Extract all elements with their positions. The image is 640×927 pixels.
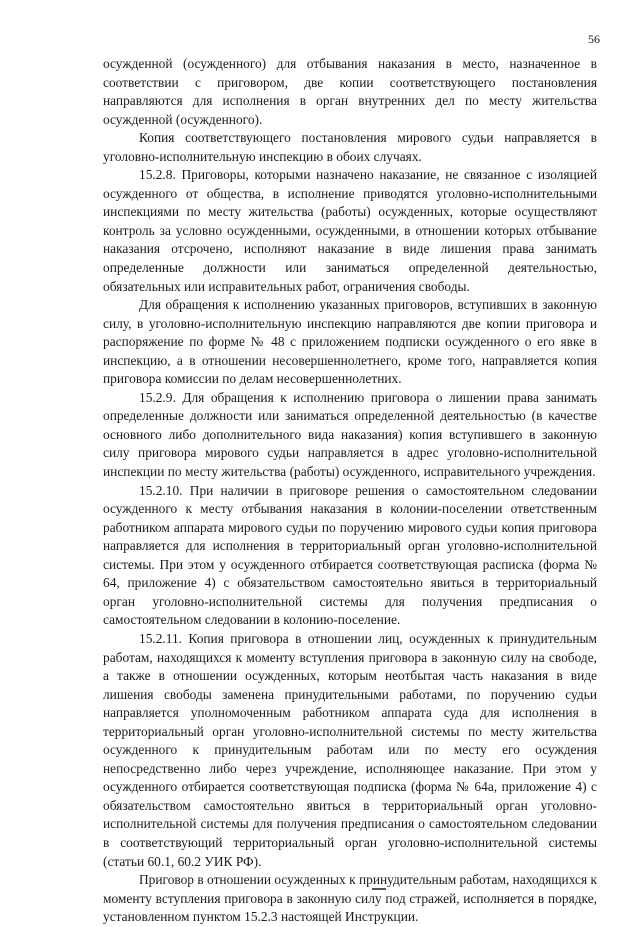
paragraph-custody-sentence: Приговор в отношении осужденных к принудительным работам, находящихся к моменту вступления приговора в законную силу под стражей, исполняется в порядке, установленном пунктом 15.2.3 настоящей Инструкции. bbox=[103, 872, 597, 925]
paragraph-15-2-11: 15.2.11. Копия приговора в отношении лиц, осужденных к принудительным работам, находящихся к моменту вступления приговора в законную силу на свободе, а также в отношении осужденных, которым неотбытая часть наказания в виде лишения свободы заменена принудительными работами, по поручению судьи направляется уполномоченным работником аппарата суда для исполнения в территориальный орган уголовно-исполнительной системы по месту жительства осужденного к принудительным работам или по месту его осуждения непосредственно либо через учреждение, исполняющее наказание. При этом у осужденного отбирается соответствующая подписка (форма № 64а, приложение 4) с обязательством самостоятельно явиться в территориальный орган уголовно-исполнительной системы для получения предписания о самостоятельном следовании в соответствующий территориальный орган уголовно-исполнительной системы (статьи 60.1, 60.2 УИК РФ). bbox=[103, 630, 597, 869]
paragraph-15-2-10: 15.2.10. При наличии в приговоре решения о самостоятельном следовании осужденного к месту отбывания наказания в колонии-поселении ответственным работником аппарата мирового судьи по поручению мирового судьи копия приговора направляется для исполнения в территориальный орган уголовно-исполнительной системы. При этом у осужденного отбирается соответствующая расписка (форма № 64, приложение 4) с обязательством самостоятельно явиться в территориальный орган уголовно-исполнительной системы для получения предписания о самостоятельном следовании в колонию-поселение. bbox=[103, 482, 597, 628]
document-body bbox=[103, 55, 597, 927]
footer-mark bbox=[372, 888, 386, 890]
page-number: 56 bbox=[588, 32, 600, 46]
paragraph-15-2-9: 15.2.9. Для обращения к исполнению приговора о лишении права занимать определенные должности или заниматься определенной деятельностью (в качестве основного либо дополнительного вида наказания) копия вступившего в законную силу приговора мирового судьи направляется в адрес уголовно-исполнительной инспекции по месту жительства (работы) осужденного, исправительного учреждения. bbox=[103, 389, 597, 480]
paragraph-continuation: осужденной (осужденного) для отбывания наказания в место, назначенное в соответствии с приговором, две копии соответствующего постановления направляются для исполнения в орган внутренних дел по месту жительства осужденной (осужденного). bbox=[103, 56, 597, 127]
paragraph-execution-inspection: Для обращения к исполнению указанных приговоров, вступивших в законную силу, в уголовно-исполнительную инспекцию направляются две копии приговора и распоряжение по форме № 48 с приложением подписки осужденного о его явке в инспекцию, а в отношении несовершеннолетнего, кроме того, направляется копия приговора комиссии по делам несовершеннолетних. bbox=[103, 297, 597, 387]
paragraph-copy-resolution: Копия соответствующего постановления мирового судьи направляется в уголовно-исполнительную инспекцию в обоих случаях. bbox=[103, 130, 597, 164]
paragraph-15-2-8: 15.2.8. Приговоры, которыми назначено наказание, не связанное с изоляцией осужденного от общества, в исполнение приводятся уголовно-исполнительными инспекциями по месту жительства (работы) осужденных, которые осуществляют контроль за условно осужденными, осужденными, в отношении которых отбывание наказания отсрочено, исполняют наказание в виде лишения права занимать определенные должности или заниматься определенной деятельностью, обязательных или исправительных работ, ограничения свободы. bbox=[103, 167, 597, 294]
